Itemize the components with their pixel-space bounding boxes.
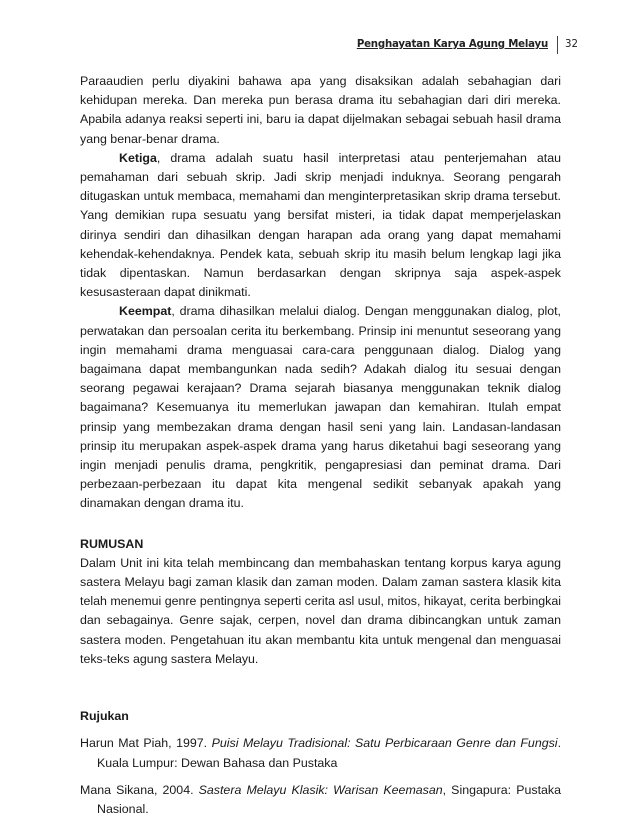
reference-rest: , Singapura: Pustaka Nasional.: [97, 782, 561, 816]
rumusan-heading: RUMUSAN: [80, 536, 144, 551]
header-separator: [557, 36, 558, 54]
reference-item: [80, 781, 561, 819]
reference-author: Harun Mat Piah, 1997.: [80, 736, 212, 751]
reference-rest: . Kuala Lumpur: Dewan Bahasa dan Pustaka: [97, 736, 562, 770]
document-body: [80, 72, 561, 819]
reference-title: Sastera Melayu Klasik: Warisan Keemasan: [198, 782, 443, 797]
paragraph-2-text: , drama adalah suatu hasil interpretasi atau penterjemahan atau pemahaman dari sebuah skrip. Jadi skrip menjadi induknya. Seorang pengarah ditugaskan untuk membaca, memahami dan menginterpretasikan skrip drama tersebut. Yang demikian rupa sesuatu yang bersifat misteri, ia tidak dapat memperjelaskan dirinya sendiri dan dihasilkan dengan harapan ada orang yang dapat memahami kehendak-kehendaknya. Pendek kata, sebuah skrip itu masih belum lengkap lagi jika tidak dipentaskan. Namun berdasarkan dengan skripnya saja aspek-aspek kesusasteraan dapat dinikmati.: [80, 150, 561, 300]
reference-author: Mana Sikana, 2004.: [80, 782, 199, 797]
paragraph-3-lead: Keempat: [119, 304, 172, 319]
paragraph-3: [80, 302, 561, 513]
paragraph-2-lead: Ketiga: [119, 150, 157, 165]
page-number: 32: [565, 39, 578, 50]
reference-title: Puisi Melayu Tradisional: Satu Perbicaraan Genre dan Fungsi: [211, 736, 558, 751]
paragraph-1: Paraaudien perlu diyakini bahawa apa yang disaksikan adalah sebahagian dari kehidupan mereka. Dan mereka pun berasa drama itu sebahagian dari diri mereka. Apabila adanya reaksi seperti ini, baru ia dapat dijelmakan sebagai sebuah hasil drama yang benar-benar drama.: [80, 74, 561, 146]
header-title: Penghayatan Karya Agung Melayu: [356, 39, 548, 50]
rumusan-text: Dalam Unit ini kita telah membincang dan membahaskan tentang korpus karya agung sastera Melayu bagi zaman klasik dan zaman moden. Dalam zaman sastera klasik kita telah menemui genre pentingnya seperti cerita asl usul, mitos, hikayat, cerita berbingkai dan sebagainya. Genre sajak, cerpen, novel dan drama dibincangkan untuk zaman sastera moden. Pengetahuan itu akan membantu kita untuk mengenal dan menguasai teks-teks agung sastera Melayu.: [80, 555, 561, 666]
paragraph-3-text: , drama dihasilkan melalui dialog. Dengan menggunakan dialog, plot, perwatakan dan persoalan cerita itu berkembang. Prinsip ini menuntut seseorang yang ingin memahami drama menguasai cara-cara penggunaan dialog. Dialog yang bagaimana dapat membangunkan nada sedih? Adakah dialog itu sesuai dengan seorang pegawai kerajaan? Drama sejarah biasanya menggunakan teknik dialog bagaimana? Kesemuanya itu memerlukan jawapan dan kemahiran. Itulah empat prinsip yang membezakan drama dengan hasil seni yang lain. Landasan-landasan prinsip itu merupakan aspek-aspek drama yang harus diketahui bagi seseorang yang ingin menjadi penulis drama, pengkritik, pengapresiasi dan peminat drama. Dari perbezaan-perbezaan itu dapat kita mengenal sedikit sebanyak apakah yang dinamakan dengan drama itu.: [80, 304, 561, 511]
page-header: [80, 36, 592, 52]
reference-item: [80, 734, 561, 772]
paragraph-2: [80, 149, 561, 303]
rujukan-heading: Rujukan: [80, 709, 129, 724]
